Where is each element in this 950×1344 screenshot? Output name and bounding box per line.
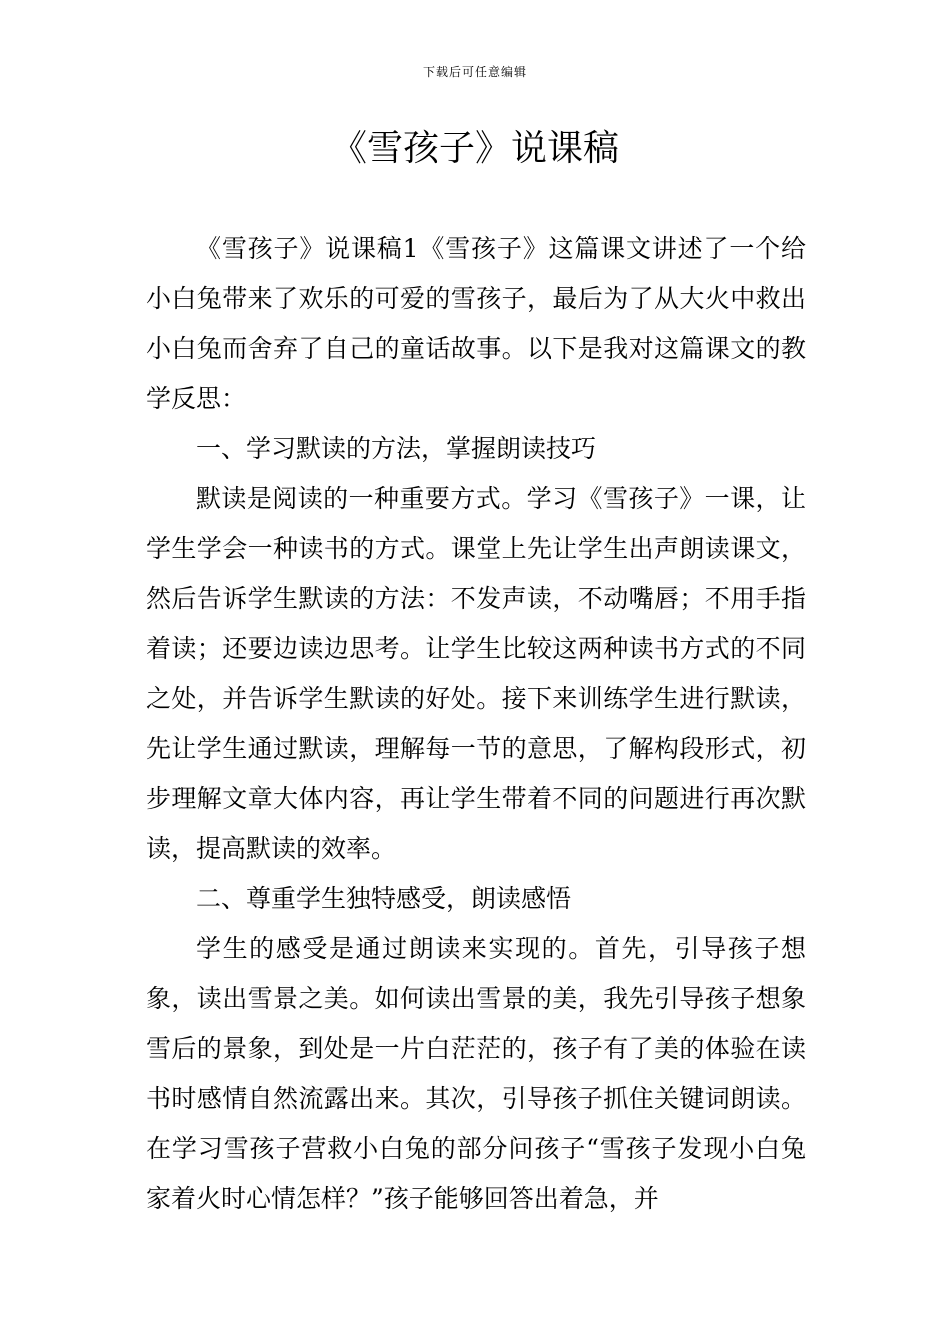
header-note: 下载后可任意编辑 [422,65,527,79]
document-body [146,224,806,1224]
paragraph-silent-reading: 默读是阅读的一种重要方式。学习《雪孩子》一课，让学生学会一种读书的方式。课堂上先让学生出声朗读课文，然后告诉学生默读的方法：不发声读，不动嘴唇；不用手指着读；还要边读边思考。让学生比较这两种读书方式的不同之处，并告诉学生默读的好处。接下来训练学生进行默读，先让学生通过默读，理解每一节的意思，了解构段形式，初步理解文章大体内容，再让学生带着不同的问题进行再次默读，提高默读的效率。 [146,484,806,863]
paragraph-intro: 《雪孩子》说课稿1《雪孩子》这篇课文讲述了一个给小白兔带来了欢乐的可爱的雪孩子，最后为了从大火中救出小白兔而舍弃了自己的童话故事。以下是我对这篇课文的教学反思： [146,234,806,413]
paragraph-reading-feelings: 学生的感受是通过朗读来实现的。首先，引导孩子想象，读出雪景之美。如何读出雪景的美，我先引导孩子想象雪后的景象，到处是一片白茫茫的，孩子有了美的体验在读书时感情自然流露出来。其次，引导孩子抓住关键词朗读。在学习雪孩子营救小白兔的部分问孩子“雪孩子发现小白兔家着火时心情怎样？”孩子能够回答出着急，并 [146,934,806,1213]
document-title: 《雪孩子》说课稿 [330,128,619,169]
section-heading-1: 一、学习默读的方法，掌握朗读技巧 [196,434,597,463]
section-heading-2: 二、尊重学生独特感受，朗读感悟 [196,884,572,913]
